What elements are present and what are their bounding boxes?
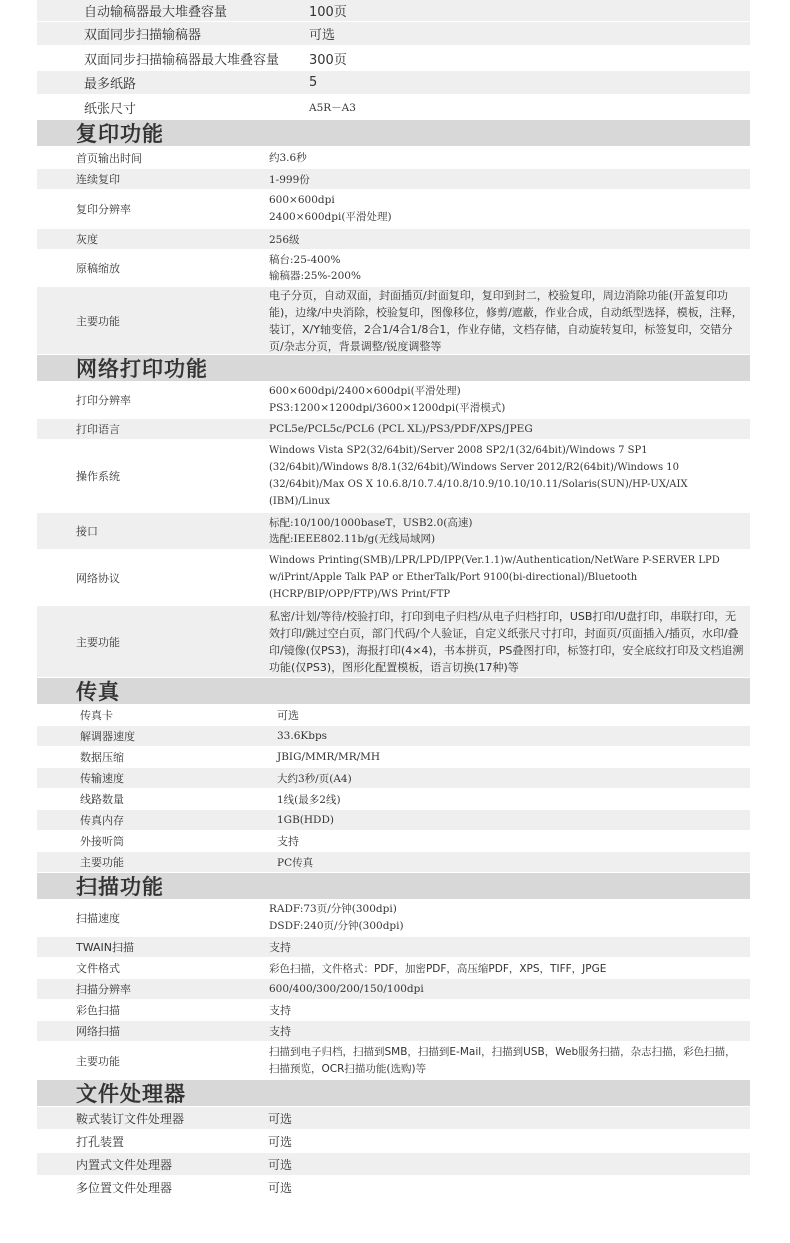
section-title: 文件处理器: [76, 1082, 186, 1106]
spec-label: 复印分辨率: [76, 203, 131, 216]
spec-row: [37, 810, 750, 831]
spec-value: 600/400/300/200/150/100dpi: [269, 983, 424, 995]
spec-value: 扫描到电子归档，扫描到SMB，扫描到E-Mail，扫描到USB，Web服务扫描，杂志扫描，彩色扫描，扫描预览，OCR扫描功能(选购)等: [269, 1045, 736, 1075]
spec-label: 网络扫描: [76, 1025, 120, 1038]
spec-value: 300页: [309, 52, 347, 68]
spec-row: [37, 979, 750, 1000]
spec-label: TWAIN扫描: [76, 941, 134, 954]
spec-row: [37, 147, 750, 169]
spec-row: [37, 287, 750, 355]
section-title: 传真: [76, 680, 120, 704]
spec-value: 大约3秒/页(A4): [277, 772, 352, 785]
spec-label: 连续复印: [76, 173, 120, 186]
spec-row: [37, 1176, 750, 1199]
spec-label: 自动输稿器最大堆叠容量: [84, 5, 228, 20]
spec-row: [37, 0, 750, 22]
spec-value: 1-999份: [269, 173, 310, 186]
spec-label: 数据压缩: [80, 751, 124, 764]
spec-label: 外接听筒: [80, 835, 124, 848]
spec-row: [37, 831, 750, 852]
section-header-fax: [37, 678, 750, 705]
spec-row: [37, 46, 750, 71]
spec-value: 支持: [269, 941, 291, 954]
spec-label: 双面同步扫描输稿器最大堆叠容量: [84, 52, 280, 68]
spec-row: [37, 958, 750, 979]
spec-row: [37, 852, 750, 873]
spec-row: [37, 550, 750, 606]
finisher-specs: [37, 1107, 750, 1199]
spec-sheet: [37, 0, 750, 1199]
spec-value: Windows Printing(SMB)/LPR/LPD/IPP(Ver.1.1)w/Authentication/NetWare P-SERVER LPD w/iPrint/Apple Talk PAP or EtherTalk/Port 9100(bi-directional)/Bluetooth (HCRP/BIP/OPP/FTP)/WS Print/FTP: [269, 555, 720, 600]
spec-label: 打印分辨率: [76, 394, 131, 407]
spec-label: 线路数量: [80, 793, 124, 806]
spec-row: [37, 937, 750, 958]
spec-label: 原稿缩放: [76, 262, 120, 275]
spec-row: [37, 900, 750, 937]
spec-row: [37, 169, 750, 190]
section-header-network-print: [37, 355, 750, 382]
fax-specs: [37, 705, 750, 873]
spec-value: 约3.6秒: [269, 152, 307, 164]
section-header-copy: [37, 120, 750, 147]
spec-value: JBIG/MMR/MR/MH: [277, 751, 381, 763]
spec-value: A5R－A3: [309, 101, 356, 114]
spec-value: 私密/计划/等待/校验打印，打印到电子归档/从电子归档打印，USB打印/U盘打印，串联打印，无效打印/跳过空白页，部门代码/个人验证，自定义纸张尺寸打印，封面页/页面插入/插页，水印/叠印/镜像(仅PS3)，海报打印(4×4)，书本拼页，PS叠图打印，标签打印，安全底纹打印及文档追溯功能(仅PS3)，图形化配置模板，语言切换(17种)等: [269, 609, 744, 674]
spec-value: 支持: [269, 1025, 291, 1038]
spec-label: 文件格式: [76, 962, 120, 975]
spec-row: [37, 440, 750, 513]
spec-value: 稿台:25-400% 输稿器:25%-200%: [269, 254, 361, 282]
spec-row: [37, 1107, 750, 1130]
spec-label: 灰度: [76, 233, 98, 246]
spec-value: 彩色扫描，文件格式：PDF，加密PDF，高压缩PDF，XPS，TIFF，JPGE: [269, 962, 607, 975]
spec-label: 双面同步扫描输稿器: [84, 28, 202, 43]
section-title: 网络打印功能: [76, 357, 208, 381]
spec-value: 1线(最多2线): [277, 793, 341, 806]
spec-value: 100页: [309, 5, 347, 20]
spec-row: [37, 250, 750, 287]
spec-value: PC传真: [277, 856, 314, 869]
spec-value: 可选: [268, 1180, 293, 1195]
spec-value: 可选: [277, 709, 299, 722]
spec-label: 首页输出时间: [76, 151, 142, 165]
spec-row: [37, 1153, 750, 1176]
spec-value: 可选: [268, 1134, 293, 1149]
spec-label: 传真卡: [80, 709, 113, 722]
spec-value: 支持: [277, 835, 299, 848]
spec-label: 主要功能: [80, 856, 124, 869]
spec-row: [37, 705, 750, 726]
spec-value: 600×600dpi/2400×600dpi(平滑处理) PS3:1200×1200dpi/3600×1200dpi(平滑模式): [269, 385, 506, 414]
spec-row: [37, 229, 750, 250]
spec-label: 主要功能: [76, 635, 120, 649]
spec-label: 传真内存: [80, 814, 124, 827]
copy-specs: [37, 147, 750, 355]
spec-label: 主要功能: [76, 314, 120, 328]
spec-label: 多位置文件处理器: [76, 1180, 173, 1195]
spec-label: 网络协议: [76, 571, 120, 585]
paper-handling-specs: [37, 0, 750, 120]
spec-label: 解调器速度: [80, 730, 135, 743]
spec-row: [37, 71, 750, 95]
spec-row: [37, 22, 750, 46]
spec-label: 内置式文件处理器: [76, 1157, 173, 1172]
spec-value: 支持: [269, 1004, 291, 1017]
spec-row: [37, 190, 750, 229]
spec-row: [37, 419, 750, 440]
spec-label: 接口: [76, 525, 98, 538]
spec-label: 传输速度: [80, 772, 124, 785]
spec-label: 打印语言: [76, 423, 120, 436]
spec-label: 主要功能: [76, 1054, 120, 1068]
network-print-specs: [37, 382, 750, 678]
spec-row: [37, 747, 750, 768]
spec-value: 可选: [268, 1157, 293, 1172]
spec-row: [37, 95, 750, 120]
spec-value: PCL5e/PCL5c/PCL6 (PCL XL)/PS3/PDF/XPS/JPEG: [269, 423, 533, 435]
spec-value: 可选: [309, 28, 336, 43]
spec-value: 电子分页，自动双面，封面插页/封面复印，复印到封二，校验复印，周边消除功能(开盖复印功能)，边缘/中央消除，校验复印，图像移位，修剪/遮蔽，作业合成，自动纸型选择，模板，注释，装订，X/Y轴变倍，2合1/4合1/8合1，作业存储，文档存储，自动旋转复印，标签复印，交错分页/杂志分页，背景调整/锐度调整等: [269, 288, 743, 353]
spec-label: 扫描分辨率: [76, 983, 131, 996]
spec-value: 5: [309, 75, 318, 90]
spec-value: RADF:73页/分钟(300dpi) DSDF:240页/分钟(300dpi): [269, 903, 404, 932]
spec-value: 256级: [269, 233, 300, 246]
section-title: 扫描功能: [76, 875, 164, 899]
spec-label: 最多纸路: [84, 77, 137, 92]
spec-label: 打孔装置: [76, 1134, 125, 1149]
spec-value: 33.6Kbps: [277, 730, 328, 742]
spec-row: [37, 768, 750, 789]
spec-label: 鞍式装订文件处理器: [76, 1111, 185, 1126]
spec-row: [37, 1042, 750, 1080]
section-header-scan: [37, 873, 750, 900]
spec-label: 操作系统: [76, 470, 120, 483]
spec-value: 标配:10/100/1000baseT，USB2.0(高速) 选配:IEEE802.11b/g(无线局域网): [269, 517, 473, 545]
spec-row: [37, 789, 750, 810]
spec-row: [37, 726, 750, 747]
spec-label: 扫描速度: [76, 912, 120, 925]
spec-label: 彩色扫描: [76, 1004, 120, 1017]
spec-value: Windows Vista SP2(32/64bit)/Server 2008 SP2/1(32/64bit)/Windows 7 SP1 (32/64bit)/Windows 8/8.1(32/64bit)/Windows Server 2012/R2(64bit)/Windows 10 (32/64bit)/Max OS X 10.6.8/10.7.4/10.8/10.9/10.10/10.11/Solaris(SUN)/HP-UX/AIX (IBM)/Linux: [269, 445, 688, 507]
spec-row: [37, 513, 750, 550]
spec-value: 600×600dpi 2400×600dpi(平滑处理): [269, 194, 392, 223]
section-header-finisher: [37, 1080, 750, 1107]
spec-row: [37, 382, 750, 419]
spec-row: [37, 606, 750, 678]
spec-label: 纸张尺寸: [84, 101, 137, 117]
spec-value: 可选: [268, 1111, 293, 1126]
spec-row: [37, 1130, 750, 1153]
spec-value: 1GB(HDD): [277, 814, 334, 826]
spec-row: [37, 1021, 750, 1042]
scan-specs: [37, 900, 750, 1080]
section-title: 复印功能: [76, 122, 164, 146]
spec-row: [37, 1000, 750, 1021]
